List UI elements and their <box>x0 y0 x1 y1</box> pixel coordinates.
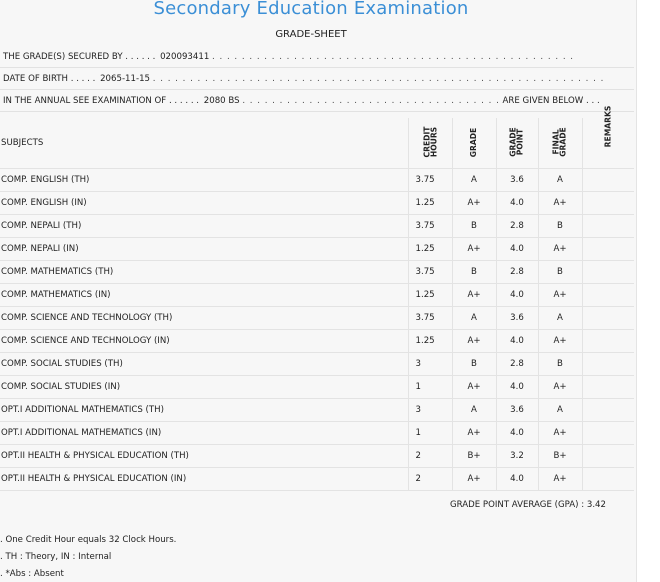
dob-dots: . . . . . . . . . . . . . . . . . . . . . . . . . . . . . . . . . . . . . . . . . . . . . . . . . . . . . . . . . . . . . <box>152 74 605 84</box>
grade-cell: A+ <box>452 468 496 491</box>
credit-hours-cell: 3 <box>408 353 452 376</box>
dob-label: DATE OF BIRTH . . . . . <box>3 74 96 84</box>
divider <box>0 89 634 90</box>
table-row <box>0 284 634 307</box>
grade-cell: B+ <box>452 445 496 468</box>
table-row <box>0 261 634 284</box>
remarks-cell <box>582 169 634 192</box>
final-grade-cell: B <box>538 353 582 376</box>
remarks-cell <box>582 238 634 261</box>
remarks-cell <box>582 330 634 353</box>
grade-point-cell: 4.0 <box>496 192 538 215</box>
grade-cell: A+ <box>452 330 496 353</box>
remarks-cell <box>582 192 634 215</box>
grade-cell: A+ <box>452 376 496 399</box>
credit-hours-cell: 2 <box>408 468 452 491</box>
final-grade-cell: A+ <box>538 468 582 491</box>
exam-suffix: ARE GIVEN BELOW . . . <box>502 96 600 106</box>
gpa-value: 3.42 <box>586 500 606 510</box>
grade-cell: B <box>452 215 496 238</box>
remarks-header: REMARKS <box>582 118 634 169</box>
credit-hours-cell: 1.25 <box>408 192 452 215</box>
grade-point-cell: 3.6 <box>496 307 538 330</box>
page-margin <box>637 0 660 582</box>
table-row <box>0 468 634 491</box>
sheet-subtitle: GRADE-SHEET <box>275 29 347 40</box>
remarks-cell <box>582 284 634 307</box>
subject-cell: OPT.II HEALTH & PHYSICAL EDUCATION (IN) <box>0 468 408 491</box>
table-row <box>0 169 634 192</box>
remarks-cell <box>582 468 634 491</box>
symbol-number: 020093411 <box>160 52 210 62</box>
secured-by-line <box>3 52 574 62</box>
note-abbreviations: . TH : Theory, IN : Internal <box>0 552 112 562</box>
table-row <box>0 376 634 399</box>
remarks-cell <box>582 215 634 238</box>
gpa-label: GRADE POINT AVERAGE (GPA) : <box>449 500 585 510</box>
table-row <box>0 238 634 261</box>
final-grade-cell: B <box>538 215 582 238</box>
subject-cell: COMP. MATHEMATICS (IN) <box>0 284 408 307</box>
credit-hours-cell: 3.75 <box>408 169 452 192</box>
table-row <box>0 422 634 445</box>
grade-header: GRADE <box>452 118 496 169</box>
subject-cell: COMP. NEPALI (IN) <box>0 238 408 261</box>
grade-point-cell: 3.2 <box>496 445 538 468</box>
grade-cell: A <box>452 399 496 422</box>
exam-label: IN THE ANNUAL SEE EXAMINATION OF . . . . . . <box>3 96 200 106</box>
grade-point-cell: 4.0 <box>496 330 538 353</box>
grade-cell: B <box>452 261 496 284</box>
subject-cell: OPT.I ADDITIONAL MATHEMATICS (IN) <box>0 422 408 445</box>
divider <box>0 67 634 68</box>
final-grade-cell: B <box>538 261 582 284</box>
table-row <box>0 215 634 238</box>
grade-point-cell: 2.8 <box>496 353 538 376</box>
remarks-cell <box>582 261 634 284</box>
remarks-cell <box>582 376 634 399</box>
subject-cell: COMP. SOCIAL STUDIES (TH) <box>0 353 408 376</box>
grade-point-cell: 4.0 <box>496 284 538 307</box>
subject-cell: OPT.II HEALTH & PHYSICAL EDUCATION (TH) <box>0 445 408 468</box>
grade-point-cell: 2.8 <box>496 215 538 238</box>
grade-point-header: GRADE POINT <box>496 118 538 169</box>
credit-hours-cell: 2 <box>408 445 452 468</box>
credit-hours-cell: 1.25 <box>408 238 452 261</box>
final-grade-cell: A <box>538 307 582 330</box>
grade-point-cell: 4.0 <box>496 468 538 491</box>
divider <box>0 111 634 112</box>
credit-hours-header: CREDIT HOURS <box>408 118 452 169</box>
subjects-header: SUBJECTS <box>0 118 408 169</box>
grade-point-cell: 4.0 <box>496 376 538 399</box>
table-row <box>0 445 634 468</box>
exam-dots: . . . . . . . . . . . . . . . . . . . . . . . . . . . . . . . . . . . <box>242 96 500 106</box>
grades-table <box>0 105 634 491</box>
final-grade-cell: A+ <box>538 192 582 215</box>
final-grade-header: FINAL GRADE <box>538 118 582 169</box>
grade-cell: A <box>452 307 496 330</box>
subject-cell: COMP. ENGLISH (IN) <box>0 192 408 215</box>
grade-cell: B <box>452 353 496 376</box>
table-row <box>0 353 634 376</box>
final-grade-cell: A+ <box>538 330 582 353</box>
subject-cell: COMP. SCIENCE AND TECHNOLOGY (TH) <box>0 307 408 330</box>
subject-cell: COMP. ENGLISH (TH) <box>0 169 408 192</box>
remarks-cell <box>582 399 634 422</box>
grade-point-cell: 3.6 <box>496 169 538 192</box>
table-row <box>0 399 634 422</box>
final-grade-cell: A+ <box>538 284 582 307</box>
table-row <box>0 330 634 353</box>
table-header-row <box>0 118 634 169</box>
subject-cell: COMP. SOCIAL STUDIES (IN) <box>0 376 408 399</box>
subject-cell: OPT.I ADDITIONAL MATHEMATICS (TH) <box>0 399 408 422</box>
final-grade-cell: A+ <box>538 422 582 445</box>
final-grade-cell: A <box>538 169 582 192</box>
credit-hours-cell: 1 <box>408 376 452 399</box>
credit-hours-cell: 1 <box>408 422 452 445</box>
final-grade-cell: A+ <box>538 376 582 399</box>
note-credit-hours: . One Credit Hour equals 32 Clock Hours. <box>0 535 177 545</box>
subject-cell: COMP. NEPALI (TH) <box>0 215 408 238</box>
dob-line <box>3 74 604 84</box>
credit-hours-cell: 3 <box>408 399 452 422</box>
secured-by-dots: . . . . . . . . . . . . . . . . . . . . . . . . . . . . . . . . . . . . . . . . . . . . . . . . . <box>212 52 575 62</box>
grade-point-cell: 4.0 <box>496 422 538 445</box>
remarks-cell <box>582 353 634 376</box>
grade-cell: A <box>452 169 496 192</box>
note-absent: . *Abs : Absent <box>0 569 64 579</box>
secured-by-label: THE GRADE(S) SECURED BY . . . . . . <box>3 52 156 62</box>
grade-cell: A+ <box>452 238 496 261</box>
grade-cell: A+ <box>452 422 496 445</box>
credit-hours-cell: 1.25 <box>408 330 452 353</box>
final-grade-cell: A+ <box>538 238 582 261</box>
grade-point-cell: 2.8 <box>496 261 538 284</box>
table-row <box>0 307 634 330</box>
subject-cell: COMP. MATHEMATICS (TH) <box>0 261 408 284</box>
remarks-cell <box>582 445 634 468</box>
credit-hours-cell: 3.75 <box>408 307 452 330</box>
credit-hours-cell: 3.75 <box>408 261 452 284</box>
grade-cell: A+ <box>452 192 496 215</box>
remarks-cell <box>582 307 634 330</box>
dob-value: 2065-11-15 <box>100 74 151 84</box>
final-grade-cell: B+ <box>538 445 582 468</box>
credit-hours-cell: 3.75 <box>408 215 452 238</box>
subject-cell: COMP. SCIENCE AND TECHNOLOGY (IN) <box>0 330 408 353</box>
grade-cell: A+ <box>452 284 496 307</box>
exam-line <box>3 96 600 106</box>
exam-year: 2080 BS <box>203 96 240 106</box>
gpa-line <box>450 500 606 510</box>
grade-point-cell: 3.6 <box>496 399 538 422</box>
remarks-cell <box>582 422 634 445</box>
grade-point-cell: 4.0 <box>496 238 538 261</box>
table-row <box>0 192 634 215</box>
page-title: Secondary Education Examination <box>153 0 469 19</box>
final-grade-cell: A <box>538 399 582 422</box>
credit-hours-cell: 1.25 <box>408 284 452 307</box>
